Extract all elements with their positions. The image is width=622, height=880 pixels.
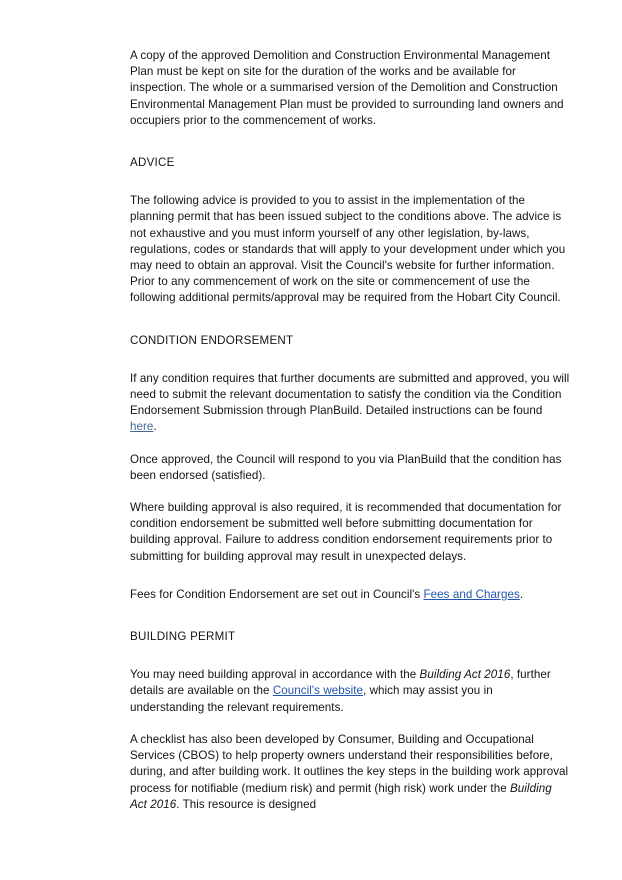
bp-p1-text-2: , further details are available on the <box>130 668 551 698</box>
building-permit-paragraph-1 <box>130 667 570 716</box>
spacer <box>130 645 570 667</box>
ce-p1-text-before: If any condition requires that further documents are submitted and approved, you will need to submit the relevant documentation to satisfy the condition via the Condition Endorsement Submission through PlanBuild. Detailed instructions can be found <box>130 371 570 418</box>
ce-p1-text-after: . <box>153 420 157 434</box>
advice-paragraph-2: Prior to any commencement of work on the site or commencement of use the following additional permits/approval may be required from the Hobart City Council. <box>130 275 561 305</box>
spacer <box>130 436 570 452</box>
fees-text-before: Fees for Condition Endorsement are set out in Council's <box>130 587 424 601</box>
detailed-instructions-here-link[interactable]: here <box>130 420 154 434</box>
building-act-citation-2: Building Act 2016 <box>130 781 552 811</box>
condition-endorsement-paragraph-3: Where building approval is also required, it is recommended that documentation for condition endorsement be submitted well before submitting documentation for building approval. Failure to address condition endorsement requirements prior to submitting for building approval may result in unexpected delays. <box>130 501 562 563</box>
advice-paragraph-1: The following advice is provided to you to assist in the implementation of the planning permit that has been issued subject to the conditions above. The advice is not exhaustive and you must inform yourself of any other legislation, by-laws, regulations, codes or standards that will apply to your development under which you may need to obtain an approval. Visit the Council's website for further information. <box>130 194 566 273</box>
spacer <box>130 307 570 333</box>
spacer <box>130 565 570 587</box>
fees-and-charges-link[interactable]: Fees and Charges <box>423 587 520 601</box>
bp-p2-text-2: . This resource is designed <box>176 797 317 811</box>
bp-p1-text-1: You may need building approval in accordance with the <box>130 668 420 682</box>
spacer <box>130 484 570 500</box>
condition-endorsement-heading: CONDITION ENDORSEMENT <box>130 333 294 347</box>
fees-paragraph <box>130 587 570 603</box>
spacer <box>130 129 570 155</box>
building-act-citation: Building Act 2016 <box>419 668 511 682</box>
bp-p1-text-3: , which may assist you in understanding the relevant requirements. <box>130 684 493 714</box>
condition-endorsement-paragraph-1 <box>130 371 570 436</box>
intro-paragraph: A copy of the approved Demolition and Construction Environmental Management Plan must be kept on site for the duration of the works and be available for inspection. The whole or a summarised version of the Demolition and Construction Environmental Management Plan must be provided to surrounding land owners and occupiers prior to the commencement of works. <box>130 49 564 127</box>
advice-heading: ADVICE <box>130 156 175 170</box>
spacer <box>130 349 570 371</box>
spacer <box>130 716 570 732</box>
building-permit-paragraph-2 <box>130 732 570 813</box>
spacer <box>130 603 570 629</box>
spacer <box>130 171 570 193</box>
building-permit-heading: BUILDING PERMIT <box>130 630 236 644</box>
bp-p2-text-1: A checklist has also been developed by Consumer, Building and Occupational Services (CBOS) to help property owners understand their responsibilities before, during, and after building work. It outlines the key steps in the building work approval process for notifiable (medium risk) and permit (high risk) work under the <box>130 732 569 795</box>
fees-text-after: . <box>519 587 524 601</box>
condition-endorsement-paragraph-2: Once approved, the Council will respond to you via PlanBuild that the condition has been endorsed (satisfied). <box>130 452 562 482</box>
councils-website-link[interactable]: Council's website <box>272 684 364 698</box>
